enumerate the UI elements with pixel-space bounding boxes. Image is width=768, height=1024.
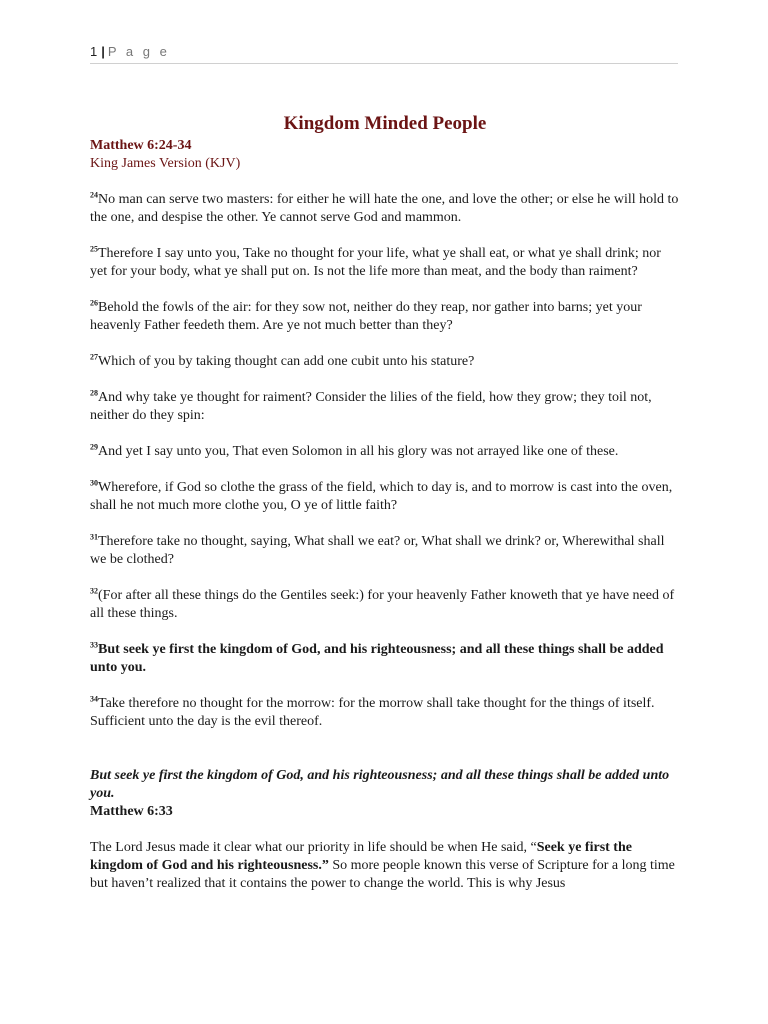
verse-number: 33 — [90, 640, 98, 650]
scripture-reference: Matthew 6:24-34 — [90, 138, 192, 153]
verse-text: Behold the fowls of the air: for they sow not, neither do they reap, nor gather into barns; yet your heavenly Father feedeth them. Are ye not much better than they? — [90, 300, 642, 333]
verse-number: 26 — [90, 298, 98, 308]
verse-number: 34 — [90, 694, 98, 704]
verse-text: Which of you by taking thought can add one cubit unto his stature? — [98, 354, 475, 369]
key-verse-reference: Matthew 6:33 — [90, 804, 173, 819]
page-separator: | — [101, 44, 105, 59]
verse-text: No man can serve two masters: for either he will hate the one, and love the other; or else he will hold to the one, and despise the other. Ye cannot serve God and mammon. — [90, 192, 679, 225]
verse-28 — [90, 389, 680, 425]
verse-text: And why take ye thought for raiment? Consider the lilies of the field, how they grow; they toil not, neither do they spin: — [90, 390, 652, 423]
verse-text: Therefore I say unto you, Take no thought for your life, what ye shall eat, or what ye shall drink; nor yet for your body, what ye shall put on. Is not the life more than meat, and the body than raiment? — [90, 246, 661, 279]
verse-33 — [90, 641, 680, 677]
verse-text: (For after all these things do the Gentiles seek:) for your heavenly Father knoweth that ye have need of all these things. — [90, 588, 675, 621]
verse-text: Wherefore, if God so clothe the grass of the field, which to day is, and to morrow is cast into the oven, shall he not much more clothe you, O ye of little faith? — [90, 480, 673, 513]
verse-number: 32 — [90, 586, 98, 596]
paragraph-emphasis: Seek ye first the kingdom of God and his righteousness.” — [90, 840, 632, 873]
key-verse-quote: But seek ye first the kingdom of God, and his righteousness; and all these things shall be added unto you. — [90, 768, 670, 801]
document-body — [90, 113, 680, 893]
body-paragraph — [90, 839, 680, 893]
document-title: Kingdom Minded People — [283, 113, 487, 134]
verse-24 — [90, 191, 680, 227]
paragraph-text: The Lord Jesus made it clear what our priority in life should be when He said, “ — [90, 840, 537, 855]
verse-25 — [90, 245, 680, 281]
verse-29 — [90, 443, 680, 461]
verse-30 — [90, 479, 680, 515]
paragraph-text-continued: So more people known this verse of Scripture for a long time but haven’t realized that it contains the power to change the world. This is why Jesus — [90, 858, 675, 891]
verse-text: But seek ye first the kingdom of God, and his righteousness; and all these things shall be added unto you. — [90, 642, 664, 675]
verse-32 — [90, 587, 680, 623]
verse-number: 25 — [90, 244, 98, 254]
verse-27 — [90, 353, 680, 371]
verse-number: 24 — [90, 190, 98, 200]
page-number: 1 — [90, 44, 98, 59]
verse-26 — [90, 299, 680, 335]
verse-text: And yet I say unto you, That even Solomon in all his glory was not arrayed like one of these. — [98, 444, 619, 459]
verse-number: 28 — [90, 388, 98, 398]
bible-version: King James Version (KJV) — [90, 156, 241, 171]
page-label: P a g e — [107, 44, 170, 59]
verse-text: Therefore take no thought, saying, What shall we eat? or, What shall we drink? or, Wherewithal shall we be clothed? — [90, 534, 665, 567]
verse-number: 29 — [90, 442, 98, 452]
verse-text: Take therefore no thought for the morrow: for the morrow shall take thought for the things of itself. Sufficient unto the day is the evil thereof. — [90, 696, 655, 729]
verse-34 — [90, 695, 680, 731]
verse-31 — [90, 533, 680, 569]
verse-number: 30 — [90, 478, 98, 488]
verse-number: 27 — [90, 352, 98, 362]
verse-number: 31 — [90, 532, 98, 542]
page-header — [90, 44, 678, 64]
